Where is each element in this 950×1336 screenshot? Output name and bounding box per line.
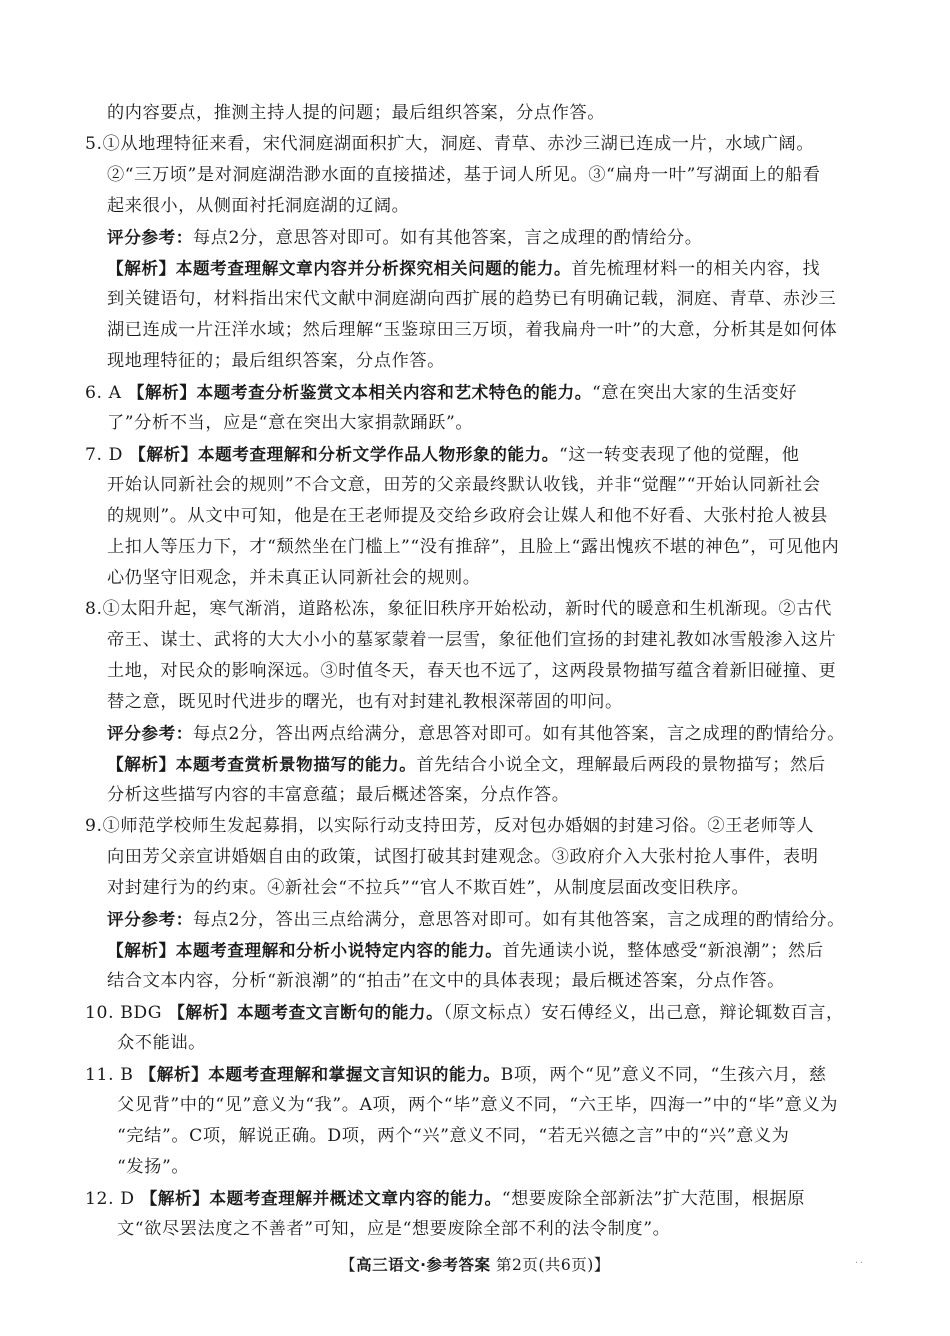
q8-analysis-line-2: 分析这些描写内容的丰富意蕴；最后概述答案，分点作答。 (107, 785, 570, 805)
q7-answer-line-5: 心仍坚守旧观念，并未真正认同新社会的规则。 (107, 568, 481, 588)
analysis-label: 【解析】本题考查理解并概述文章内容的能力。 (140, 1189, 502, 1208)
q5-number: 5. (85, 134, 103, 154)
analysis-text: 首先结合小说全文，理解最后两段的景物描写；然后 (416, 755, 826, 775)
q9-analysis (85, 935, 865, 966)
q5-text: ①从地理特征来看，宋代洞庭湖面积扩大，洞庭、青草、赤沙三湖已连成一片，水域广阔。 (102, 134, 815, 154)
scoring-label: 评分参考： (107, 910, 193, 929)
analysis-text: （原文标点）安石傅经义，出己意，辩论辄数百言， (443, 1003, 844, 1023)
analysis-text: 首先梳理材料一的相关内容，找 (571, 259, 821, 279)
q8-analysis (85, 749, 865, 780)
analysis-label: 【解析】本题考查文言断句的能力。 (168, 1003, 444, 1022)
analysis-text: 首先通读小说，整体感受“新浪潮”；然后 (502, 941, 824, 961)
footer-title: 高三语文·参考答案 (356, 1256, 491, 1274)
analysis-label: 【解析】本题考查理解和分析文学作品人物形象的能力。 (129, 445, 559, 464)
q5-answer-line-3: 起来很小，从侧面衬托洞庭湖的辽阔。 (107, 196, 410, 216)
q5-analysis-line-3: 湖已连成一片汪洋水域；然后理解“玉鉴琼田三万顷，着我扁舟一叶”的大意，分析其是如何体 (107, 320, 838, 340)
page-footer (0, 1253, 950, 1275)
footer-right-bracket: 】 (593, 1256, 610, 1274)
analysis-text: “想要废除全部新法”扩大范围，根据原 (501, 1189, 806, 1209)
q8-scoring (85, 718, 865, 749)
answer-content (85, 98, 865, 1245)
q11-answer-line-2: 父见背”中的“见”意义为“我”。A项，两个“毕”意义不同，“六王毕，四海一”中的“毕”意义为 (117, 1095, 839, 1115)
q5-analysis (85, 253, 865, 284)
q8-answer-line-4: 替之意，既见时代进步的曙光，也有对封建礼教根深蒂固的叩问。 (107, 692, 623, 712)
q5-answer-line-2: ②“三万顷”是对洞庭湖浩渺水面的直接描述，基于词人所见。③“扁舟一叶”写湖面上的船看 (107, 165, 821, 185)
analysis-label: 【解析】本题考查理解文章内容并分析探究相关问题的能力。 (107, 259, 572, 278)
q11-answer-line-3: “完结”。C项，解说正确。D项，两个“兴”意义不同，“若无兴德之言”中的“兴”意义为 (117, 1126, 790, 1146)
q12-answer-line (85, 1183, 865, 1214)
q12-number: 12. D (85, 1189, 135, 1209)
q7-answer-line (85, 439, 865, 470)
q11-answer-line-4: “发扬”。 (117, 1157, 190, 1177)
analysis-text: B项，两个“见”意义不同，“生孩六月，慈 (500, 1065, 827, 1085)
scoring-label: 评分参考： (107, 724, 193, 743)
q7-answer-line-4: 上扣人等压力下，才“颓然坐在门槛上”“没有推辞”，且脸上“露出愧疚不堪的神色”，可见他内 (107, 537, 840, 557)
scoring-label: 评分参考： (107, 228, 193, 247)
analysis-text: “这一转变表现了他的觉醒，他 (558, 445, 800, 465)
corner-mark: ·· (855, 1258, 866, 1269)
q6-answer-line (85, 377, 865, 408)
q10-number: 10. BDG (85, 1003, 163, 1023)
q7-answer-line-2: 开始认同新社会的规则”不合文意，田芳的父亲最终默认收钱，并非“觉醒”“开始认同新社会 (107, 475, 821, 495)
analysis-text: “意在突出大家的生活变好 (592, 383, 798, 403)
q5-analysis-line-4: 现地理特征的；最后组织答案，分点作答。 (107, 351, 445, 371)
footer-left-bracket: 【 (340, 1256, 357, 1274)
q9-analysis-line-2: 结合文本内容，分析“新浪潮”的“拍击”在文中的具体表现；最后概述答案，分点作答。 (107, 971, 785, 991)
q9-number: 9. (85, 816, 103, 836)
q8-answer-line-3: 土地，对民众的影响深远。③时值冬天，春天也不远了，这两段景物描写蕴含着新旧碰撞、更 (107, 661, 837, 681)
q8-text: ①太阳升起，寒气渐消，道路松冻，象征旧秩序开始松动，新时代的暖意和生机渐现。②古代 (102, 599, 832, 619)
scoring-text: 每点2分，意思答对即可。如有其他答案，言之成理的酌情给分。 (192, 228, 703, 248)
q5-analysis-line-2: 到关键语句，材料指出宋代文献中洞庭湖向西扩展的趋势已有明确记载，洞庭、青草、赤沙三 (107, 289, 837, 309)
q12-answer-line-2: 文“欲尽罢法度之不善者”可知，应是“想要废除全部不利的法令制度”。 (117, 1219, 671, 1239)
q9-scoring (85, 904, 865, 935)
q7-number: 7. D (85, 445, 124, 465)
footer-page-number: 第2页(共6页) (496, 1256, 594, 1274)
scoring-text: 每点2分，答出三点给满分，意思答对即可。如有其他答案，言之成理的酌情给分。 (192, 910, 845, 930)
q5-answer-line (85, 129, 865, 160)
q8-answer-line-2: 帝王、谋士、武将的大大小小的墓冢蒙着一层雪，象征他们宣扬的封建礼教如冰雪般渗入这片 (107, 630, 837, 650)
q9-answer-line (85, 811, 865, 842)
q8-answer-line (85, 594, 865, 625)
q5-scoring (85, 222, 865, 253)
analysis-label: 【解析】本题考查理解和掌握文言知识的能力。 (139, 1065, 501, 1084)
q4-analysis-tail: 的内容要点，推测主持人提的问题；最后组织答案，分点作答。 (107, 103, 606, 123)
analysis-label: 【解析】本题考查分析鉴赏文本相关内容和艺术特色的能力。 (127, 383, 592, 402)
q10-answer-line (85, 997, 865, 1028)
q11-answer-line (85, 1059, 865, 1090)
q6-answer-line-2: 了”分析不当，应是“意在突出大家捐款踊跃”。 (107, 413, 474, 433)
q11-number: 11. B (85, 1065, 134, 1085)
q8-number: 8. (85, 599, 103, 619)
q9-answer-line-2: 向田芳父亲宣讲婚姻自由的政策，试图打破其封建观念。③政府介入大张村抢人事件，表明 (107, 847, 819, 867)
analysis-label: 【解析】本题考查理解和分析小说特定内容的能力。 (107, 941, 503, 960)
q7-answer-line-3: 的规则”。从文中可知，他是在王老师提及交给乡政府会让媒人和他不好看、大张村抢人被县 (107, 506, 828, 526)
q9-text: ①师范学校师生发起募捐，以实际行动支持田芳，反对包办婚姻的封建习俗。②王老师等人 (102, 816, 815, 836)
scoring-text: 每点2分，答出两点给满分，意思答对即可。如有其他答案，言之成理的酌情给分。 (192, 724, 845, 744)
q6-number: 6. A (85, 383, 122, 403)
analysis-label: 【解析】本题考查赏析景物描写的能力。 (107, 755, 417, 774)
q10-answer-line-2: 众不能诎。 (117, 1033, 206, 1053)
q9-answer-line-3: 对封建行为的约束。④新社会“不拉兵”“官人不欺百姓”，从制度层面改变旧秩序。 (107, 878, 750, 898)
